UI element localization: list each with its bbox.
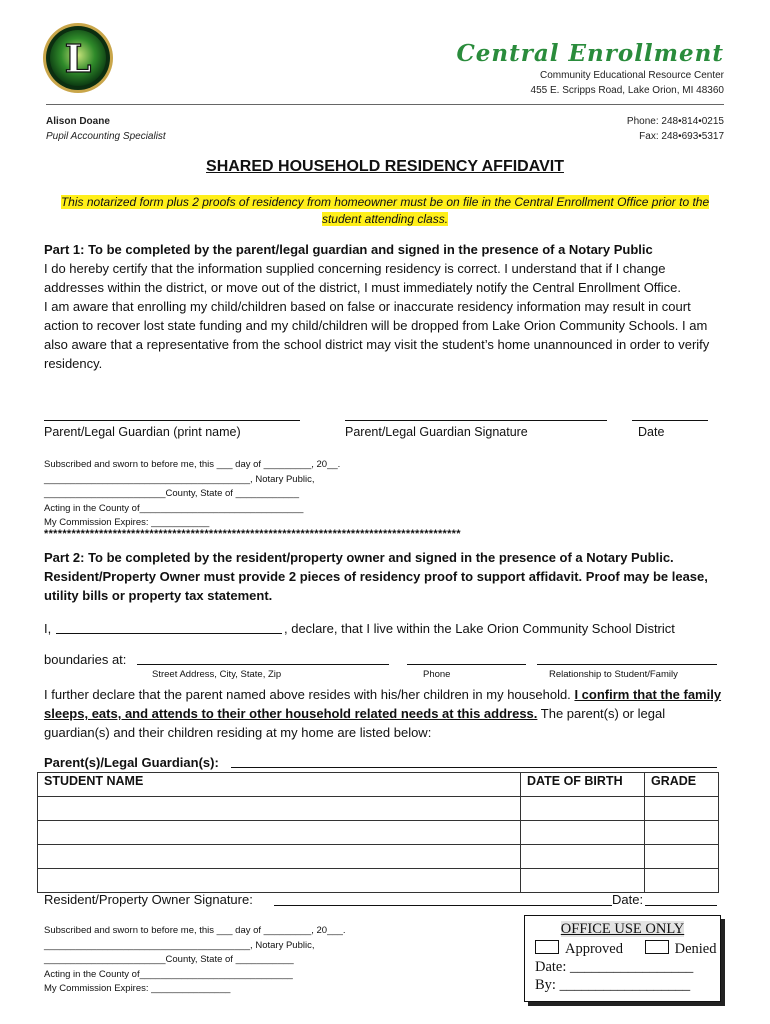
notary-line: Acting in the County of_______________________________ — [44, 502, 304, 514]
table-row — [38, 821, 719, 845]
contact-fax: Fax: 248•693•5317 — [639, 131, 724, 142]
print-name-label: Parent/Legal Guardian (print name) — [44, 425, 241, 439]
header-student-name: STUDENT NAME — [38, 773, 521, 797]
header-grade: GRADE — [645, 773, 719, 797]
resident-name-line[interactable] — [56, 633, 282, 634]
office-date[interactable]: Date: _________________ — [535, 959, 694, 975]
dob-cell[interactable] — [521, 797, 645, 821]
org-address: 455 E. Scripps Road, Lake Orion, MI 48360 — [530, 85, 724, 96]
office-use-box — [524, 915, 721, 1002]
owner-date-label: Date: — [612, 892, 644, 907]
student-name-cell[interactable] — [38, 821, 521, 845]
dob-cell[interactable] — [521, 869, 645, 893]
contact-title: Pupil Accounting Specialist — [46, 131, 166, 142]
guardians-label: Parent(s)/Legal Guardian(s): — [44, 755, 219, 770]
student-table — [37, 772, 719, 893]
address-label: Street Address, City, State, Zip — [152, 669, 282, 680]
logo-letter: L — [64, 36, 92, 81]
further-text-3: The parent(s) or legal guardian(s) and their children residing at my home are listed below: — [44, 706, 666, 740]
part1-section — [44, 240, 724, 373]
approved-checkbox[interactable] — [535, 940, 559, 954]
relationship-label: Relationship to Student/Family — [549, 669, 678, 680]
denied-checkbox[interactable] — [645, 940, 669, 954]
student-name-cell[interactable] — [38, 845, 521, 869]
dob-cell[interactable] — [521, 845, 645, 869]
further-text-1: I further declare that the parent named above resides with his/her children in my household. — [44, 687, 571, 702]
brand-title: Central Enrollment — [456, 40, 724, 67]
phone-label: Phone — [423, 669, 451, 680]
notice-text: This notarized form plus 2 proofs of residency from homeowner must be on file in the Central Enrollment Office prior to the student attending class. — [60, 195, 710, 226]
part1-paragraph-2: I am aware that enrolling my child/children based on false or inaccurate residency information may result in court action to recover lost state funding and my child/children will be dropped from Lake Orion Community Schools. I am also aware that a representative from the school district may visit the student’s home unannounced in order to verify residency. — [44, 299, 710, 371]
declare-suffix: , declare, that I live within the Lake Orion Community School District — [284, 621, 675, 636]
part1-heading: Part 1: To be completed by the parent/legal guardian and signed in the presence of a Notary Public — [44, 242, 653, 257]
owner-signature-line[interactable] — [274, 905, 612, 906]
contact-name: Alison Doane — [46, 116, 110, 127]
boundaries-label: boundaries at: — [44, 652, 127, 667]
notary-line: Subscribed and sworn to before me, this ___ day of _________, 20__. — [44, 459, 341, 470]
address-line[interactable] — [137, 664, 389, 665]
table-row — [38, 845, 719, 869]
header-divider — [46, 104, 724, 105]
contact-phone: Phone: 248•814•0215 — [626, 116, 724, 127]
notice — [50, 194, 720, 228]
org-name: Community Educational Resource Center — [540, 70, 724, 81]
notary-line: Acting in the County of_____________________________ — [44, 968, 293, 980]
owner-date-line[interactable] — [645, 905, 717, 906]
part2-heading: Part 2: To be completed by the resident/property owner and signed in the presence of a Notary Public. Resident/Property Owner must provide 2 pieces of residency proof to support affidavit. Proof may be lease, utility bills or property tax statement. — [44, 550, 708, 603]
phone-line[interactable] — [407, 664, 526, 665]
owner-signature-label: Resident/Property Owner Signature: — [44, 892, 253, 907]
part2-notary-block — [44, 924, 444, 997]
denied-label: Denied — [674, 941, 717, 957]
guardian-signature-label: Parent/Legal Guardian Signature — [345, 425, 528, 439]
approved-label: Approved — [565, 941, 623, 957]
grade-cell[interactable] — [645, 821, 719, 845]
declare-prefix: I, — [44, 621, 52, 636]
grade-cell[interactable] — [645, 869, 719, 893]
part1-notary-block — [44, 458, 444, 531]
guardian-signature-line[interactable] — [345, 420, 607, 421]
grade-cell[interactable] — [645, 845, 719, 869]
guardian-date-line[interactable] — [632, 420, 708, 421]
table-header-row — [38, 773, 719, 797]
further-declaration — [44, 685, 724, 742]
guardian-date-label: Date — [638, 425, 665, 439]
notary-line: My Commission Expires: _______________ — [44, 983, 231, 994]
page-title: SHARED HOUSEHOLD RESIDENCY AFFIDAVIT — [206, 158, 564, 175]
table-row — [38, 797, 719, 821]
notary-line: Subscribed and sworn to before me, this ___ day of _________, 20___. — [44, 925, 346, 936]
guardians-line[interactable] — [231, 767, 717, 768]
further-text-2: I confirm that the family sleeps, eats, and attends to their other household related needs at this address. — [44, 687, 722, 721]
notary-line: _______________________________________, Notary Public, — [44, 473, 315, 485]
district-logo — [42, 22, 114, 94]
grade-cell[interactable] — [645, 797, 719, 821]
notary-line: My Commission Expires: ___________ — [44, 517, 210, 528]
office-use-title: OFFICE USE ONLY — [560, 921, 685, 937]
notary-line: _______________________County, State of ____________ — [44, 488, 299, 499]
student-name-cell[interactable] — [38, 797, 521, 821]
office-by[interactable]: By: __________________ — [535, 977, 691, 993]
dob-cell[interactable] — [521, 821, 645, 845]
section-separator: ******************************************************************************************* — [44, 528, 461, 540]
header-date-of-birth: DATE OF BIRTH — [521, 773, 645, 797]
notary-line: _______________________County, State of ___________ — [44, 954, 294, 965]
notary-line: _______________________________________, Notary Public, — [44, 939, 315, 951]
part1-paragraph-1: I do hereby certify that the information supplied concerning residency is correct. I understand that if I change addresses within the district, or move out of the district, I must immediately notify the Central Enrollment Office. — [44, 261, 682, 295]
print-name-line[interactable] — [44, 420, 300, 421]
table-row — [38, 869, 719, 893]
relationship-line[interactable] — [537, 664, 717, 665]
student-name-cell[interactable] — [38, 869, 521, 893]
